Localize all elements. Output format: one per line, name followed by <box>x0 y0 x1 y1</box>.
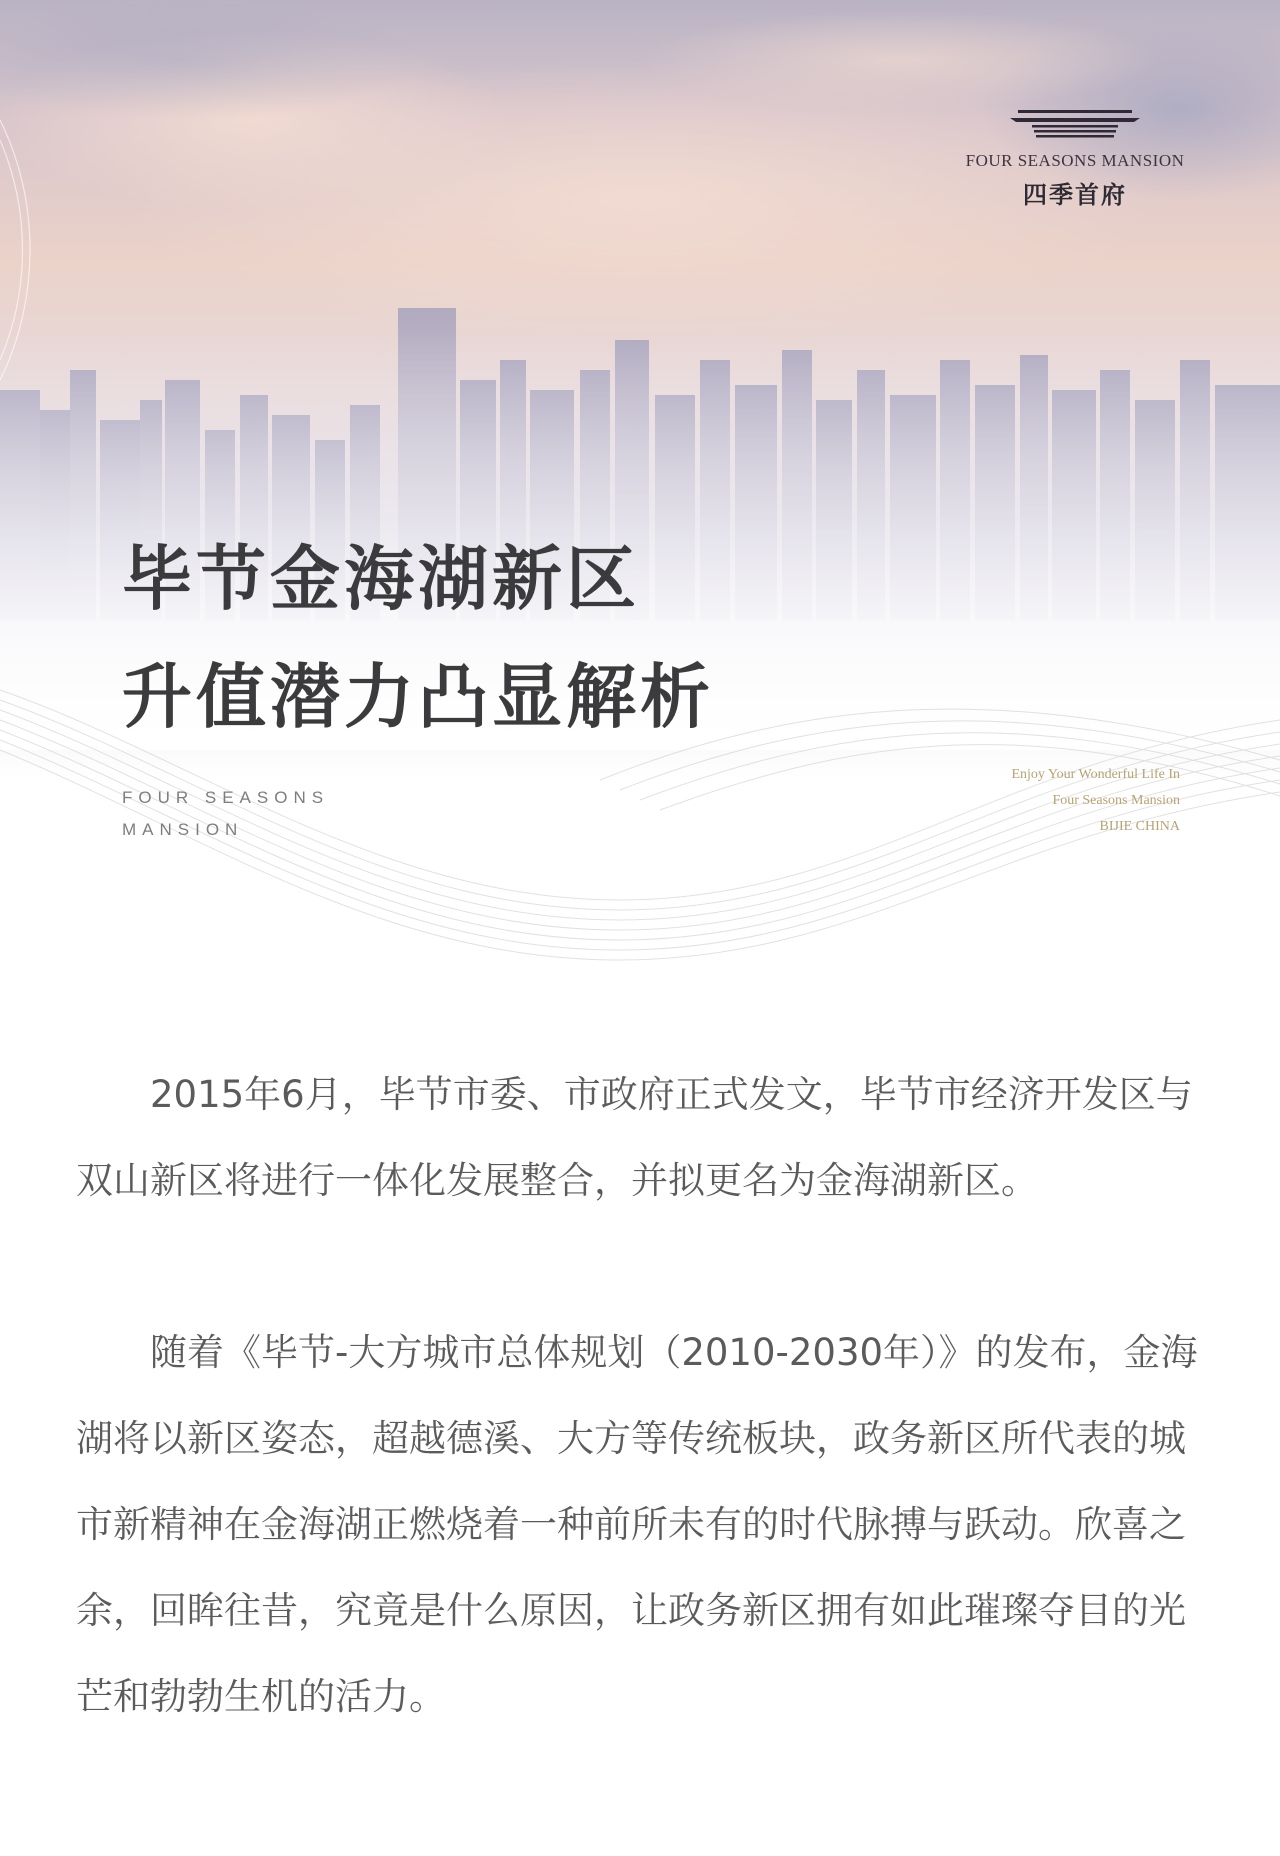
paragraph: 2015年6月，毕节市委、市政府正式发文，毕节市经济开发区与双山新区将进行一体化发展整合，并拟更名为金海湖新区。 <box>76 1073 1193 1202</box>
title-line-1: 毕节金海湖新区 <box>122 538 640 620</box>
brand-wordmark <box>122 782 329 846</box>
roof-logo-icon <box>1010 108 1140 144</box>
brand-logo <box>955 108 1195 210</box>
tagline-line-2: Four Seasons Mansion <box>1052 793 1180 808</box>
title-line-2: 升值潜力凸显解析 <box>122 656 714 738</box>
paragraph: 随着《毕节-大方城市总体规划（2010-2030年）》的发布，金海湖将以新区姿态，超越德溪、大方等传统板块，政务新区所代表的城市新精神在金海湖正燃烧着一种前所未有的时代脉搏与跃动。欣喜之余，回眸往昔，究竟是什么原因，让政务新区拥有如此璀璨夺目的光芒和勃勃生机的活力。 <box>76 1331 1198 1718</box>
logo-chinese-name: 四季首府 <box>1023 180 1127 209</box>
brand-line-1: FOUR SEASONS <box>122 788 330 807</box>
tagline-line-1: Enjoy Your Wonderful Life In <box>1011 767 1180 782</box>
logo-english-name: FOUR SEASONS MANSION <box>965 151 1185 170</box>
tagline-line-3: BIJIE CHINA <box>1099 819 1180 834</box>
brand-line-2: MANSION <box>122 820 244 839</box>
tagline <box>1011 762 1180 840</box>
article-body <box>76 1052 1204 1740</box>
page-title <box>122 520 714 756</box>
